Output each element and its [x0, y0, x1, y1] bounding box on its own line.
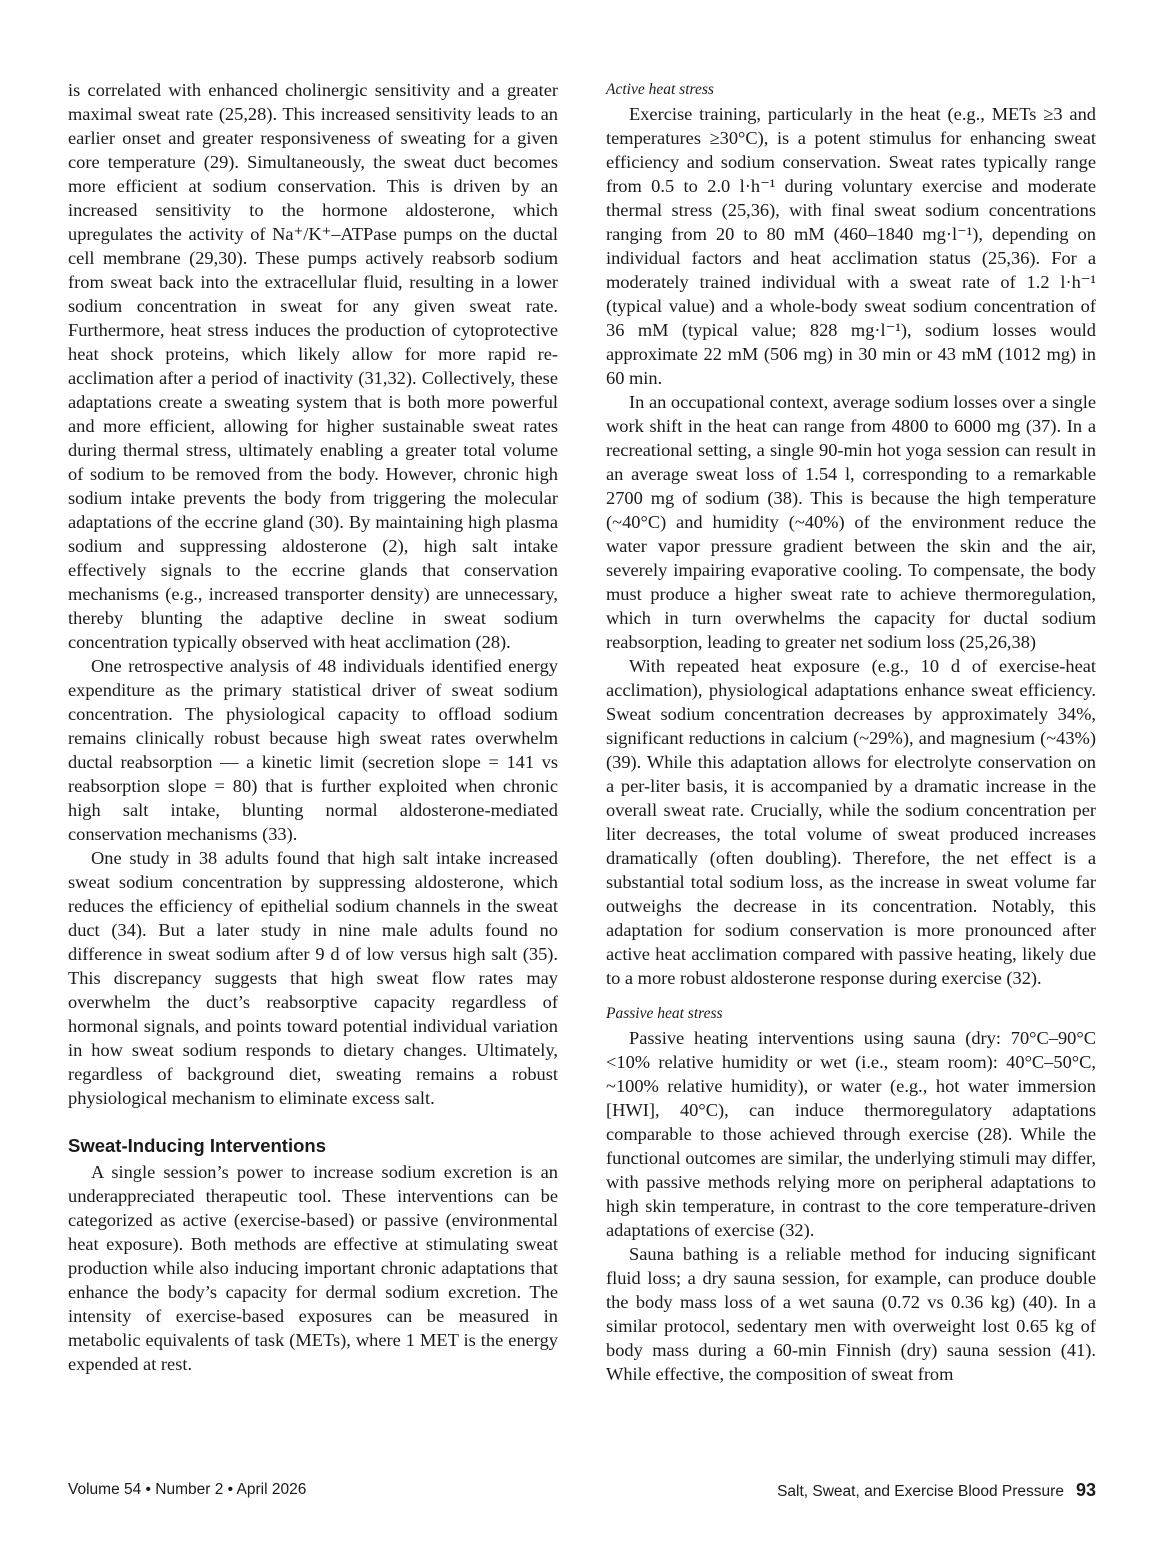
paragraph: Sauna bathing is a reliable method for inducing significant fluid loss; a dry sauna session, for example, can produce double the body mass loss of a wet sauna (0.72 vs 0.36 kg) (40). In a similar protocol, sedentary men with overweight lost 0.65 kg of body mass during a 60-min Finnish (dry) sauna session (41). While effective, the composition of sweat from [606, 1244, 1096, 1384]
subsection-heading: Active heat stress [606, 81, 714, 98]
paragraph: Exercise training, particularly in the heat (e.g., METs ≥3 and temperatures ≥30°C), is a potent stimulus for enhancing sweat efficiency and sodium conservation. Sweat rates typically range from 0.5 to 2.0 l·h⁻¹ during voluntary exercise and moderate thermal stress (25,36), with final sweat sodium concentrations ranging from 20 to 80 mM (460–1840 mg·l⁻¹), depending on individual factors and heat acclimation status (25,36). For a moderately trained individual with a sweat rate of 1.2 l·h⁻¹ (typical value) and a whole-body sweat sodium concentration of 36 mM (typical value; 828 mg·l⁻¹), sodium losses would approximate 22 mM (506 mg) in 30 min or 43 mM (1012 mg) in 60 min. [606, 104, 1096, 388]
paragraph: In an occupational context, average sodium losses over a single work shift in the heat can range from 4800 to 6000 mg (37). In a recreational setting, a single 90-min hot yoga session can result in an average sweat loss of 1.54 l, corresponding to a remarkable 2700 mg of sodium (38). This is because the high temperature (~40°C) and humidity (~40%) of the environment reduce the water vapor pressure gradient between the skin and the air, severely impairing evaporative cooling. To compensate, the body must produce a higher sweat rate to achieve thermoregulation, which in turn overwhelms the capacity for ductal sodium reabsorption, leading to greater net sodium loss (25,26,38) [606, 392, 1096, 652]
footer-running-title [777, 1478, 1096, 1504]
section-heading: Sweat-Inducing Interventions [68, 1135, 326, 1156]
paragraph: With repeated heat exposure (e.g., 10 d of exercise-heat acclimation), physiological adaptations enhance sweat efficiency. Sweat sodium concentration decreases by approximately 34%, significant reductions in calcium (~29%), and magnesium (~43%) (39). While this adaptation allows for electrolyte conservation on a per-liter basis, it is accompanied by a dramatic increase in the overall sweat rate. Crucially, while the sodium concentration per liter decreases, the total volume of sweat produced increases dramatically (often doubling). Therefore, the net effect is a substantial total sodium loss, as the increase in sweat volume far outweighs the decrease in its concentration. Notably, this adaptation for sodium conservation is more pronounced after active heat acclimation compared with passive heating, likely due to a more robust aldosterone response during exercise (32). [606, 656, 1096, 988]
right-column [606, 78, 1096, 1386]
paragraph: One study in 38 adults found that high salt intake increased sweat sodium concentration by suppressing aldosterone, which reduces the efficiency of epithelial sodium channels in the sweat duct (34). But a later study in nine male adults found no difference in sweat sodium after 9 d of low versus high salt (35). This discrepancy suggests that high sweat flow rates may overwhelm the duct’s reabsorptive capacity regardless of hormonal signals, and points toward potential individual variation in how sweat sodium responds to dietary changes. Ultimately, regardless of background diet, sweating remains a robust physiological mechanism to eliminate excess salt. [68, 848, 558, 1108]
subsection-heading: Passive heat stress [606, 1005, 723, 1022]
footer-issue-info: Volume 54 • Number 2 • April 2026 [68, 1481, 307, 1498]
paragraph: One retrospective analysis of 48 individuals identified energy expenditure as the primary statistical driver of sweat sodium concentration. The physiological capacity to offload sodium remains clinically robust because high sweat rates overwhelm ductal reabsorption — a kinetic limit (secretion slope = 141 vs reabsorption slope = 80) that is further exploited when chronic high salt intake, blunting normal aldosterone-mediated conservation mechanisms (33). [68, 656, 558, 844]
paragraph: is correlated with enhanced cholinergic sensitivity and a greater maximal sweat rate (25,28). This increased sensitivity leads to an earlier onset and greater responsiveness of sweating for a given core temperature (29). Simultaneously, the sweat duct becomes more efficient at sodium conservation. This is driven by an increased sensitivity to the hormone aldosterone, which upregulates the activity of Na⁺/K⁺–ATPase pumps on the ductal cell membrane (29,30). These pumps actively reabsorb sodium from sweat back into the extracellular fluid, resulting in a lower sodium concentration in sweat for any given sweat rate. Furthermore, heat stress induces the production of cytoprotective heat shock proteins, which likely allow for more rapid re-acclimation after a period of inactivity (31,32). Collectively, these adaptations create a sweating system that is both more powerful and more efficient, allowing for higher sustainable sweat rates during thermal stress, ultimately enabling a greater total volume of sodium to be removed from the body. However, chronic high sodium intake prevents the body from triggering the molecular adaptations of the eccrine gland (30). By maintaining high plasma sodium and suppressing aldosterone (2), high salt intake effectively signals to the eccrine glands that conservation mechanisms (e.g., increased transporter density) are unnecessary, thereby blunting the adaptive decline in sweat sodium concentration typically observed with heat acclimation (28). [68, 80, 558, 652]
left-column [68, 78, 558, 1376]
paragraph: Passive heating interventions using sauna (dry: 70°C–90°C <10% relative humidity or wet (i.e., steam room): 40°C–50°C, ~100% relative humidity), or water (e.g., hot water immersion [HWI], 40°C), can induce thermoregulatory adaptations comparable to those achieved through exercise (28). While the functional outcomes are similar, the underlying stimuli may differ, with passive methods relying more on peripheral adaptations to high skin temperature, in contrast to the core temperature-driven adaptations of exercise (32). [606, 1028, 1096, 1240]
running-title: Salt, Sweat, and Exercise Blood Pressure [777, 1483, 1064, 1500]
page-number: 93 [1075, 1480, 1096, 1500]
paragraph: A single session’s power to increase sodium excretion is an underappreciated therapeutic tool. These interventions can be categorized as active (exercise-based) or passive (environmental heat exposure). Both methods are effective at stimulating sweat production while also inducing important chronic adaptations that enhance the body’s capacity for dermal sodium excretion. The intensity of exercise-based exposures can be measured in metabolic equivalents of task (METs), where 1 MET is the energy expended at rest. [68, 1162, 558, 1374]
